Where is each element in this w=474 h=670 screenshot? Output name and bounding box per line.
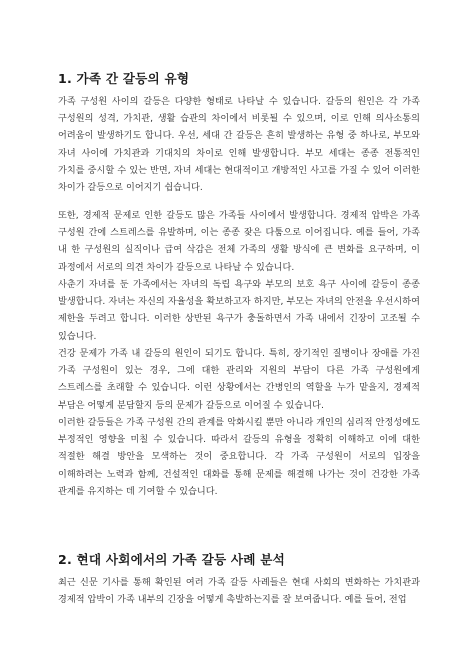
section-1-paragraph-2: 또한, 경제적 문제로 인한 갈등도 많은 가족들 사이에서 발생합니다. 경제적 압박은 가족 구성원 간에 스트레스를 유발하며, 이는 종종 잦은 다툼으로 이어집니다. 예를 들어, 가족 내 한 구성원의 실직이나 급여 삭감은 전체 가족의 생활 방식에 큰 변화를 요구하며, 이 과정에서 서로의 의견 차이가 갈등으로 나타날 수 있습니다. [58,211,420,273]
section-1-heading: 1. 가족 간 갈등의 유형 [58,71,190,86]
section-1-paragraph-3: 사춘기 자녀를 둔 가족에서는 자녀의 독립 욕구와 부모의 보호 욕구 사이에 갈등이 종종 발생합니다. 자녀는 자신의 자율성을 확보하고자 하지만, 부모는 자녀의 안전을 우선시하여 제한을 두려고 합니다. 이러한 상반된 욕구가 충돌하면서 가족 내에서 긴장이 고조될 수 있습니다. [58,280,420,342]
section-1-paragraph-1: 가족 구성원 사이의 갈등은 다양한 형태로 나타날 수 있습니다. 갈등의 원인은 각 가족 구성원의 성격, 가치관, 생활 습관의 차이에서 비롯될 수 있으며, 이로 인해 의사소통의 어려움이 발생하기도 합니다. 우선, 세대 간 갈등은 흔히 발생하는 유형 중 하나로, 부모와 자녀 사이에 가치관과 기대치의 차이로 인해 발생합니다. 부모 세대는 종종 전통적인 가치를 중시할 수 있는 반면, 자녀 세대는 현대적이고 개방적인 사고를 가질 수 있어 이러한 차이가 갈등으로 이어지기 쉽습니다. [58,97,420,194]
section-1-paragraph-5: 이러한 갈등들은 가족 구성원 간의 관계를 악화시킬 뿐만 아니라 개인의 심리적 안정성에도 부정적인 영향을 미칠 수 있습니다. 따라서 갈등의 유형을 정확히 이해하고 이에 대한 적절한 해결 방안을 모색하는 것이 중요합니다. 각 가족 구성원이 서로의 입장을 이해하려는 노력과 함께, 건설적인 대화를 통해 문제를 해결해 나가는 것이 건강한 가족 관계를 유지하는 데 기여할 수 있습니다. [58,418,420,497]
section-2-heading: 2. 현대 사회에서의 가족 갈등 사례 분석 [58,552,285,567]
section-2-paragraph-1: 최근 신문 기사를 통해 확인된 여러 가족 갈등 사례들은 현대 사회의 변화하는 가치관과 경제적 압박이 가족 내부의 긴장을 어떻게 촉발하는지를 잘 보여줍니다. 예를 들어, 전업 [58,578,420,606]
section-1-paragraph-4: 건강 문제가 가족 내 갈등의 원인이 되기도 합니다. 특히, 장기적인 질병이나 장애를 가진 가족 구성원이 있는 경우, 그에 대한 관리와 지원의 부담이 다른 가족 구성원에게 스트레스를 초래할 수 있습니다. 이런 상황에서는 간병인의 역할을 누가 맡을지, 경제적 부담은 어떻게 분담할지 등의 문제가 갈등으로 이어질 수 있습니다. [58,349,420,411]
